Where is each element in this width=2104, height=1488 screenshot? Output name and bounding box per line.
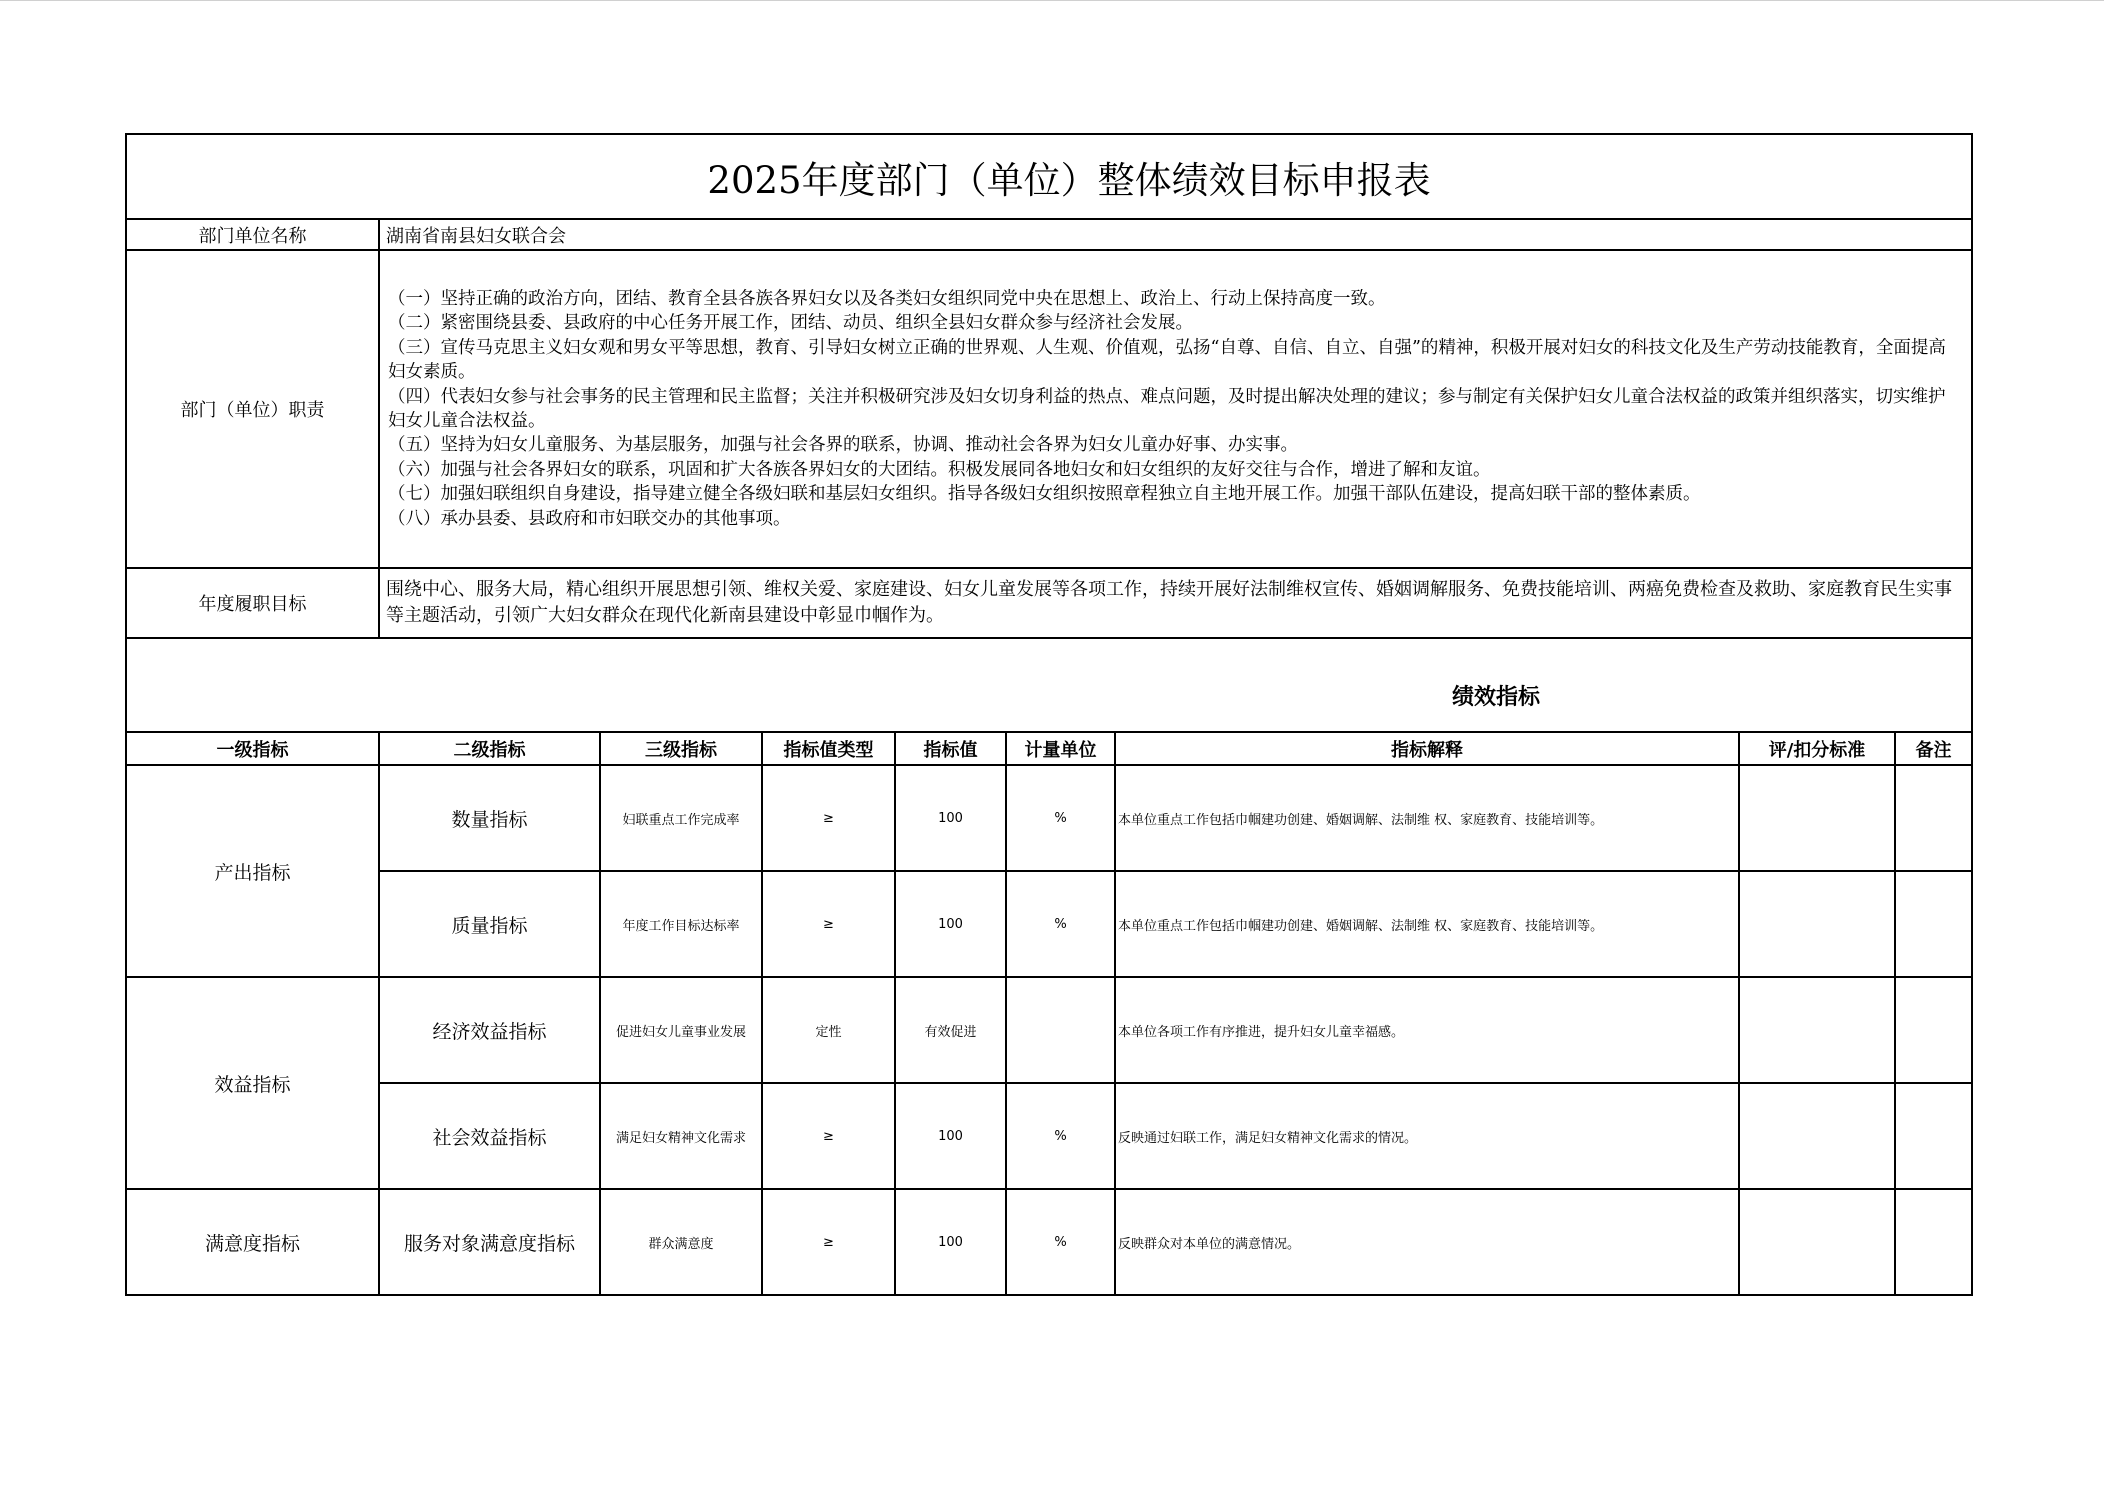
value-type: ≥ (762, 871, 895, 977)
measure-unit: % (1006, 765, 1115, 871)
level3-indicator: 年度工作目标达标率 (600, 871, 762, 977)
indicator-value: 100 (895, 1083, 1006, 1189)
level2-indicator: 服务对象满意度指标 (379, 1189, 600, 1295)
goal-label: 年度履职目标 (126, 568, 379, 638)
level3-indicator: 妇联重点工作完成率 (600, 765, 762, 871)
duty-item: （二）紧密围绕县委、县政府的中心任务开展工作，团结、动员、组织全县妇女群众参与经济社会发展。 (388, 313, 1193, 334)
goal-text: 围绕中心、服务大局，精心组织开展思想引领、维权关爱、家庭建设、妇女儿童发展等各项工作，持续开展好法制维权宣传、婚姻调解服务、免费技能培训、两癌免费检查及救助、家庭教育民生实事等主题活动，引领广大妇女群众在现代化新南县建设中彰显巾帼作为。 (379, 568, 1972, 638)
remarks (1895, 1189, 1972, 1295)
indicator-value: 100 (895, 871, 1006, 977)
remarks (1895, 977, 1972, 1083)
indicator-explanation: 反映群众对本单位的满意情况。 (1115, 1189, 1739, 1295)
scoring-standard (1739, 765, 1895, 871)
dept-name-label: 部门单位名称 (126, 219, 379, 250)
measure-unit: % (1006, 871, 1115, 977)
level2-indicator: 经济效益指标 (379, 977, 600, 1083)
indicator-explanation: 反映通过妇联工作，满足妇女精神文化需求的情况。 (1115, 1083, 1739, 1189)
column-header: 一级指标 (126, 732, 379, 765)
scoring-standard (1739, 871, 1895, 977)
performance-target-form (125, 133, 1973, 1296)
column-header: 指标值 (895, 732, 1006, 765)
value-type: 定性 (762, 977, 895, 1083)
measure-unit: % (1006, 1083, 1115, 1189)
column-header: 备注 (1895, 732, 1972, 765)
scoring-standard (1739, 1083, 1895, 1189)
duty-item: （一）坚持正确的政治方向，团结、教育全县各族各界妇女以及各类妇女组织同党中央在思想上、政治上、行动上保持高度一致。 (388, 288, 1386, 309)
level1-indicator: 产出指标 (126, 765, 379, 977)
measure-unit (1006, 977, 1115, 1083)
dept-name-value: 湖南省南县妇女联合会 (379, 219, 1972, 250)
level1-indicator: 满意度指标 (126, 1189, 379, 1295)
form-title: 2025年度部门（单位）整体绩效目标申报表 (126, 134, 1972, 219)
level2-indicator: 数量指标 (379, 765, 600, 871)
remarks (1895, 765, 1972, 871)
column-header: 三级指标 (600, 732, 762, 765)
column-header: 指标值类型 (762, 732, 895, 765)
duty-item: （八）承办县委、县政府和市妇联交办的其他事项。 (388, 508, 791, 529)
value-type: ≥ (762, 1189, 895, 1295)
duty-label: 部门（单位）职责 (126, 250, 379, 568)
column-header: 计量单位 (1006, 732, 1115, 765)
level3-indicator: 促进妇女儿童事业发展 (600, 977, 762, 1083)
scoring-standard (1739, 977, 1895, 1083)
indicator-row (126, 765, 1972, 871)
value-type: ≥ (762, 1083, 895, 1189)
indicator-explanation: 本单位各项工作有序推进，提升妇女儿童幸福感。 (1115, 977, 1739, 1083)
duty-item: （四）代表妇女参与社会事务的民主管理和民主监督；关注并积极研究涉及妇女切身利益的热点、难点问题，及时提出解决处理的建议；参与制定有关保护妇女儿童合法权益的政策并组织落实，切实维护妇女儿童合法权益。 (388, 386, 1946, 431)
level2-indicator: 质量指标 (379, 871, 600, 977)
indicator-explanation: 本单位重点工作包括巾帼建功创建、婚姻调解、法制维 权、家庭教育、技能培训等。 (1115, 765, 1739, 871)
indicator-row (126, 871, 1972, 977)
value-type: ≥ (762, 765, 895, 871)
indicator-value: 100 (895, 765, 1006, 871)
indicator-value: 100 (895, 1189, 1006, 1295)
duty-item: （七）加强妇联组织自身建设，指导建立健全各级妇联和基层妇女组织。指导各级妇女组织按照章程独立自主地开展工作。加强干部队伍建设，提高妇联干部的整体素质。 (388, 484, 1701, 505)
column-header: 二级指标 (379, 732, 600, 765)
remarks (1895, 871, 1972, 977)
column-header: 指标解释 (1115, 732, 1739, 765)
column-header: 评/扣分标准 (1739, 732, 1895, 765)
duty-item: （六）加强与社会各界妇女的联系，巩固和扩大各族各界妇女的大团结。积极发展同各地妇女和妇女组织的友好交往与合作，增进了解和友谊。 (388, 459, 1491, 480)
performance-section-title: 绩效指标 (126, 638, 1972, 732)
level2-indicator: 社会效益指标 (379, 1083, 600, 1189)
page-top-border (0, 0, 2104, 1)
indicator-row (126, 1083, 1972, 1189)
indicator-row (126, 1189, 1972, 1295)
level3-indicator: 满足妇女精神文化需求 (600, 1083, 762, 1189)
level1-indicator: 效益指标 (126, 977, 379, 1189)
indicator-header-row (126, 732, 1972, 765)
level3-indicator: 群众满意度 (600, 1189, 762, 1295)
measure-unit: % (1006, 1189, 1115, 1295)
duty-item: （三）宣传马克思主义妇女观和男女平等思想，教育、引导妇女树立正确的世界观、人生观、价值观，弘扬“自尊、自信、自立、自强”的精神，积极开展对妇女的科技文化及生产劳动技能教育，全面提高妇女素质。 (388, 337, 1946, 383)
remarks (1895, 1083, 1972, 1189)
indicator-value: 有效促进 (895, 977, 1006, 1083)
duty-text (379, 250, 1972, 568)
duty-item: （五）坚持为妇女儿童服务、为基层服务，加强与社会各界的联系，协调、推动社会各界为妇女儿童办好事、办实事。 (388, 435, 1298, 456)
scoring-standard (1739, 1189, 1895, 1295)
indicator-explanation: 本单位重点工作包括巾帼建功创建、婚姻调解、法制维 权、家庭教育、技能培训等。 (1115, 871, 1739, 977)
indicator-row (126, 977, 1972, 1083)
duty-list (388, 287, 1961, 531)
